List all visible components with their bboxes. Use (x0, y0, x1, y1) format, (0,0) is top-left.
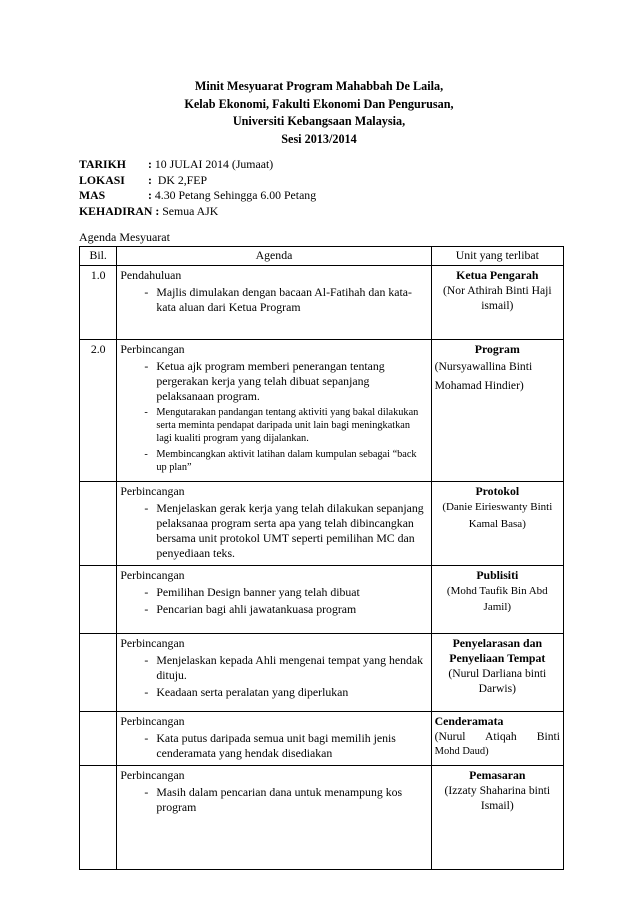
meeting-details (79, 157, 316, 219)
list-item: - Menjelaskan kepada Ahli mengenai tempat yang hendak dituju. (144, 653, 424, 682)
agenda-heading-text: Pendahuluan (120, 268, 182, 282)
unit-person: (Nor Athirah Binti Haji ismail) (443, 284, 552, 312)
unit-person: (Nurul Darliana binti Darwis) (448, 667, 547, 695)
agenda-cell (117, 340, 431, 482)
unit-person: (Nurul Atiqah Binti (434, 730, 560, 743)
row-number: 2.0 (80, 340, 117, 482)
time-label: MAS (79, 188, 106, 203)
agenda-items (120, 731, 427, 761)
row-number (80, 766, 117, 870)
row-number (80, 566, 117, 634)
attendance-value: Semua AJK (162, 203, 219, 218)
title-line-3: Universiti Kebangsaan Malaysia, (232, 114, 406, 128)
agenda-heading-text: Perbincangan (120, 342, 185, 356)
unit-person-cont: Mohd Daud) (434, 746, 489, 757)
date-label: TARIKH (79, 157, 126, 171)
agenda-cell (117, 566, 431, 634)
location-row: LOKASI : DK 2,FEP (79, 172, 208, 187)
table-row (80, 566, 564, 634)
unit-cell (431, 766, 563, 870)
unit-name: Penyelarasan dan Penyeliaan Tempat (449, 636, 546, 665)
unit-cell (431, 712, 563, 766)
table-header-row (80, 247, 564, 266)
header-agenda: Agenda (117, 247, 431, 266)
attendance-label: KEHADIRAN : (79, 203, 160, 218)
unit-person: (Izzaty Shaharina binti Ismail) (444, 784, 551, 812)
location-value: DK 2,FEP (154, 172, 208, 187)
list-item: - Pencarian bagi ahli jawatankuasa program (144, 602, 357, 616)
list-item: - Mengutarakan pandangan tentang aktiviti yang bakal dilakukan serta meminta pendapat daripada unit lain bagi meningkatkan lagi kualiti program yang dijalankan. (144, 407, 419, 445)
unit-name: Publisiti (476, 568, 519, 582)
row-number: 1.0 (80, 266, 117, 340)
date-value: 10 JULAI 2014 (Jumaat) (154, 157, 274, 171)
row-number (80, 482, 117, 566)
agenda-cell (117, 712, 431, 766)
time-row: MAS : 4.30 Petang Sehingga 6.00 Petang (79, 188, 317, 203)
unit-cell (431, 634, 563, 712)
agenda-cell (117, 266, 431, 340)
attendance-row (79, 204, 316, 220)
unit-name: Program (474, 342, 520, 356)
unit-person: (Danie Eirieswanty Binti Kamal Basa) (442, 501, 553, 530)
unit-cell (431, 482, 563, 566)
agenda-heading-text: Perbincangan (120, 484, 185, 498)
table-row (80, 712, 564, 766)
agenda-heading-text: Perbincangan (120, 568, 185, 582)
location-label: LOKASI (79, 172, 125, 187)
unit-name: Ketua Pengarah (456, 268, 539, 282)
agenda-items (120, 585, 427, 617)
title-line-2: Kelab Ekonomi, Fakulti Ekonomi Dan Pengurusan, (184, 96, 454, 111)
date-row: TARIKH : 10 JULAI 2014 (Jumaat) (79, 157, 274, 171)
list-item: - Masih dalam pencarian dana untuk menampung kos program (144, 785, 403, 814)
agenda-heading: Agenda Mesyuarat (79, 230, 170, 244)
agenda-cell (117, 766, 431, 870)
table-row (80, 340, 564, 482)
title-line-4: Sesi 2013/2014 (281, 131, 357, 146)
agenda-cell (117, 634, 431, 712)
unit-name: Pemasaran (469, 768, 526, 782)
list-item: - Keadaan serta peralatan yang diperlukan (144, 685, 349, 699)
unit-cell (431, 566, 563, 634)
agenda-items (120, 501, 427, 561)
title-line-1: Minit Mesyuarat Program Mahabbah De Laila, (194, 79, 444, 93)
unit-person: (Nursyawallina Binti Mohamad Hindier) (434, 360, 533, 392)
agenda-heading-text: Perbincangan (120, 636, 185, 650)
list-item: - Kata putus daripada semua unit bagi memilih jenis cenderamata yang hendak disediakan (144, 731, 396, 760)
agenda-heading-text: Perbincangan (120, 768, 185, 782)
document-title (0, 78, 638, 148)
unit-cell (431, 266, 563, 340)
unit-name: Protokol (475, 484, 520, 498)
list-item: - Pemilihan Design banner yang telah dibuat (144, 585, 360, 599)
table-row (80, 634, 564, 712)
agenda-items (120, 285, 427, 315)
row-number (80, 712, 117, 766)
unit-name: Cenderamata (434, 714, 504, 728)
agenda-cell (117, 482, 431, 566)
table-row (80, 266, 564, 340)
row-number (80, 634, 117, 712)
header-unit: Unit yang terlibat (431, 247, 563, 266)
header-bil: Bil. (80, 247, 117, 266)
time-value: 4.30 Petang Sehingga 6.00 Petang (154, 188, 317, 203)
list-item: - Membincangkan aktivit latihan dalam kumpulan sebagai “back up plan” (144, 448, 417, 473)
list-item: - Menjelaskan gerak kerja yang telah dilakukan sepanjang pelaksanaa program serta apa yang telah dibincangkan bersama unit protokol UMT seperti pemilihan MC dan penyediaan teks. (144, 501, 424, 560)
unit-cell (431, 340, 563, 482)
table-row (80, 482, 564, 566)
agenda-items (120, 653, 427, 700)
agenda-items (120, 359, 427, 474)
agenda-heading-text: Perbincangan (120, 714, 185, 728)
list-item: - Ketua ajk program memberi penerangan tentang pergerakan kerja yang telah dibuat sepanjang pelaksanaan program. (144, 359, 385, 403)
agenda-table (79, 246, 564, 870)
unit-person: (Mohd Taufik Bin Abd Jamil) (446, 585, 548, 613)
list-item: - Majlis dimulakan dengan bacaan Al-Fatihah dan kata-kata aluan dari Ketua Program (144, 285, 412, 314)
agenda-items (120, 785, 427, 815)
table-row (80, 766, 564, 870)
